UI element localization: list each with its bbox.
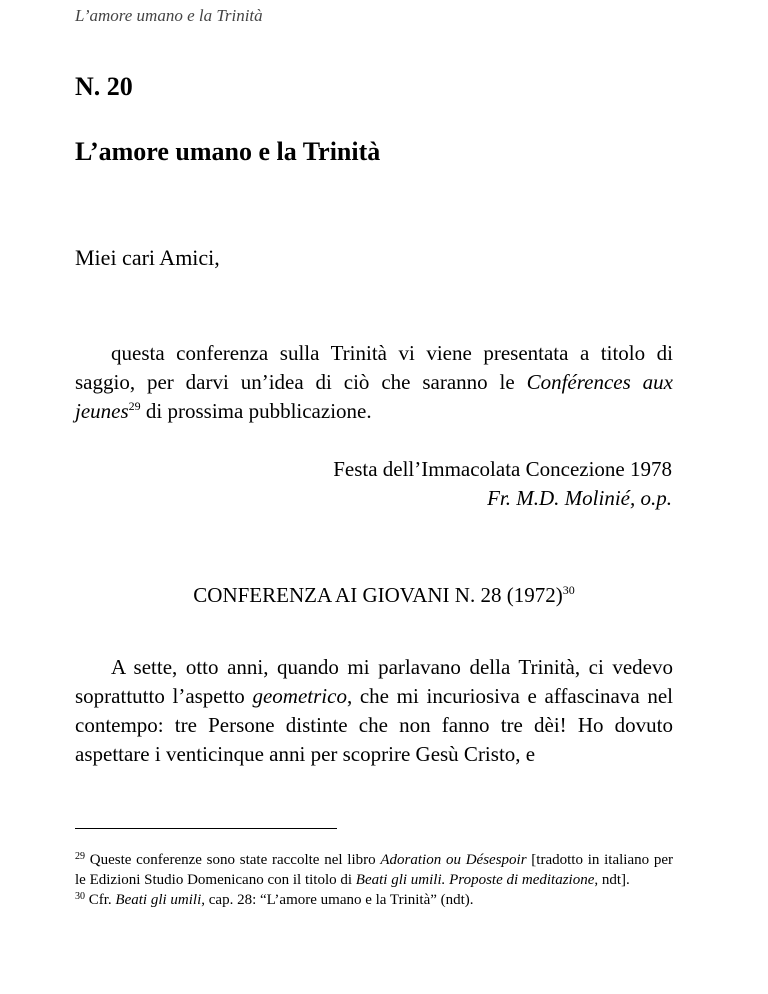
footnotes (75, 850, 673, 910)
footnote-mark: 30 (75, 891, 85, 902)
main-italic-word: geometrico (252, 684, 347, 708)
footnote-text: Cfr. (85, 892, 116, 908)
footnote-30 (75, 890, 673, 910)
intro-italic-title: Conférences aux jeunes (75, 370, 673, 423)
intro-text-before: questa conferenza sulla Trinità vi viene presentata a titolo di saggio, per darvi un’idea di ciò che saranno le (75, 341, 673, 394)
footnote-book-title: Beati gli umili (115, 892, 202, 908)
section-heading-text: CONFERENZA AI GIOVANI N. 28 (1972) (193, 583, 563, 607)
footnote-text: [tradotto in italiano per le Edizioni Studio Domenicano con il titolo di (75, 852, 673, 888)
section-heading (0, 583, 768, 608)
salutation: Miei cari Amici, (75, 245, 220, 270)
footnote-text: , ndt]. (594, 872, 630, 888)
footnote-ref-29[interactable]: 29 (128, 399, 141, 413)
intro-paragraph (75, 339, 673, 426)
signature-block (333, 455, 672, 513)
footnote-book-title: Beati gli umili. Proposte di meditazione (355, 872, 595, 888)
main-text-before: A sette, otto anni, quando mi parlavano della Trinità, ci vedevo soprattutto l’aspetto (75, 655, 673, 708)
footnote-divider (75, 828, 337, 829)
footnote-text: Queste conferenze sono state raccolte nel libro (85, 852, 381, 868)
signature-author: Fr. M.D. Molinié, o.p. (487, 486, 672, 510)
signature-date: Festa dell’Immacolata Concezione 1978 (333, 457, 672, 481)
intro-text-after: di prossima pubblicazione. (140, 399, 372, 423)
main-text-after: , che mi incuriosiva e affascinava nel contempo: tre Persone distinte che non fanno tre dèi! Ho dovuto aspettare i venticinque anni per scoprire Gesù Cristo, e (75, 684, 673, 766)
footnote-book-title: Adoration ou Désespoir (380, 852, 527, 868)
chapter-title: L’amore umano e la Trinità (75, 137, 381, 166)
main-paragraph (75, 653, 673, 769)
chapter-number: N. 20 (75, 72, 133, 101)
footnote-ref-30[interactable]: 30 (562, 583, 575, 597)
footnote-29 (75, 850, 673, 890)
footnote-text: , cap. 28: “L’amore umano e la Trinità” (ndt). (201, 892, 474, 908)
running-head: L’amore umano e la Trinità (75, 6, 263, 25)
footnote-mark: 29 (75, 851, 85, 862)
